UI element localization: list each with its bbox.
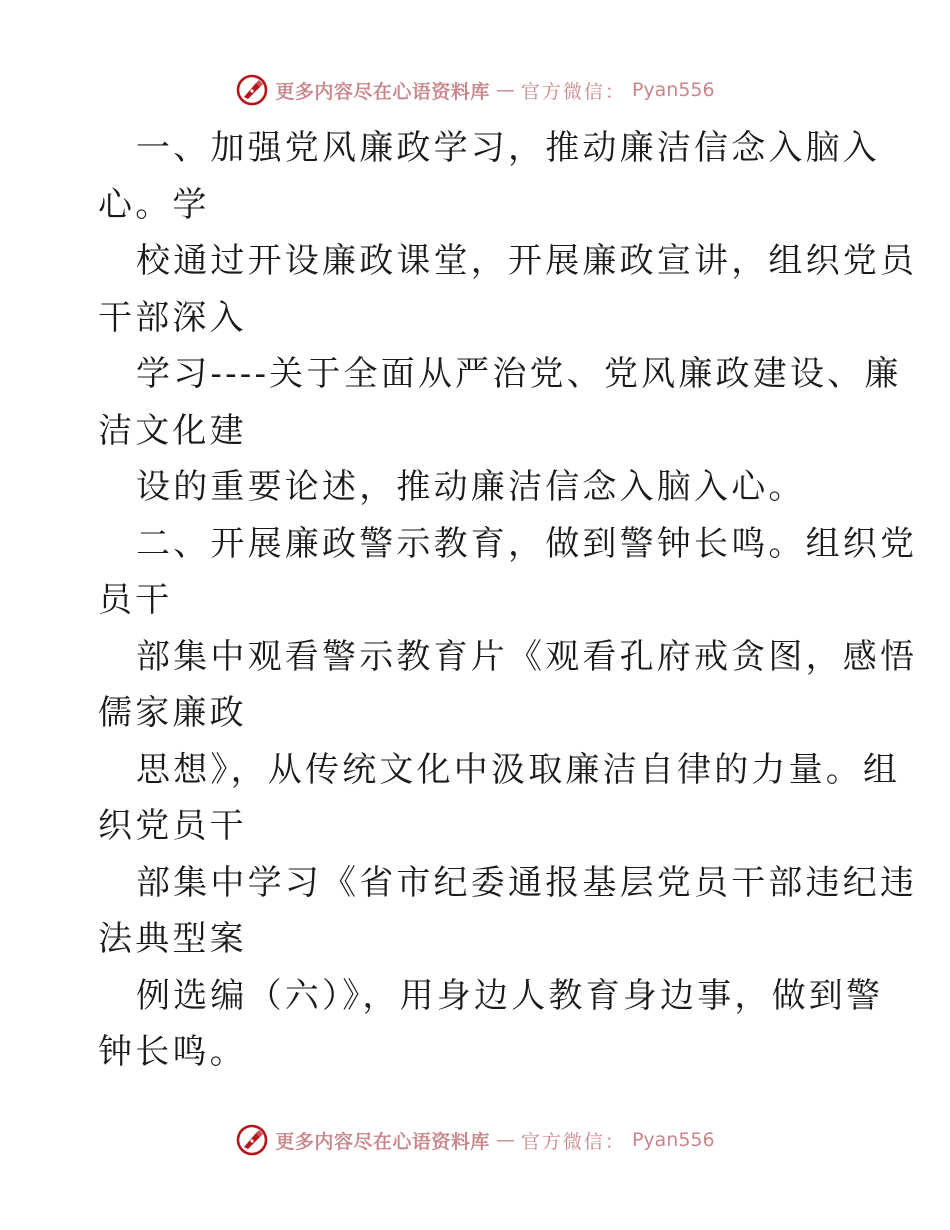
paragraph-line: 例选编（六）》，用身边人教育身边事，做到警 (136, 975, 884, 1016)
paragraph-line: 校通过开设廉政课堂，开展廉政宣讲，组织党员 (136, 241, 918, 281)
pen-nib-icon (235, 1123, 269, 1157)
watermark-separator: — (495, 1129, 515, 1151)
body-text (98, 120, 918, 1081)
paragraph-line: 学习----关于全面从严治党、党风廉政建设、廉 (136, 354, 902, 394)
paragraph-line: 思想》，从传统文化中汲取廉洁自律的力量。组 (136, 749, 901, 790)
paragraph-line: 干部深入 (98, 297, 247, 338)
watermark-separator: — (495, 79, 515, 101)
paragraph-line: 员干 (98, 580, 173, 620)
paragraph-line: 部集中观看警示教育片《观看孔府戒贪图，感悟 (136, 636, 918, 677)
paragraph-line: 设的重要论述，推动廉洁信念入脑入心。 (136, 467, 806, 507)
watermark-title: 更多内容尽在心语资料库 (275, 80, 490, 103)
footer-watermark (0, 1120, 950, 1160)
paragraph-line: 钟长鸣。 (98, 1032, 247, 1072)
paragraph-line: 洁文化建 (98, 410, 247, 451)
paragraph-line: 一、加强党风廉政学习，推动廉洁信念入脑入 (136, 128, 880, 168)
watermark-account: Pyan556 (631, 1129, 715, 1151)
header-watermark (0, 70, 950, 110)
paragraph-line: 部集中学习《省市纪委通报基层党员干部违纪违 (136, 862, 918, 903)
paragraph-line: 法典型案 (98, 919, 247, 959)
watermark-official-label: 官方微信： (520, 80, 626, 103)
paragraph-line: 织党员干 (98, 806, 247, 846)
paragraph-line: 二、开展廉政警示教育，做到警钟长鸣。组织党 (136, 523, 918, 564)
watermark-title: 更多内容尽在心语资料库 (275, 1130, 490, 1153)
paragraph-line: 心。学 (98, 184, 210, 225)
watermark-account: Pyan556 (631, 79, 715, 101)
paragraph-line: 儒家廉政 (98, 693, 247, 733)
watermark-official-label: 官方微信： (520, 1130, 626, 1153)
pen-nib-icon (235, 73, 269, 107)
